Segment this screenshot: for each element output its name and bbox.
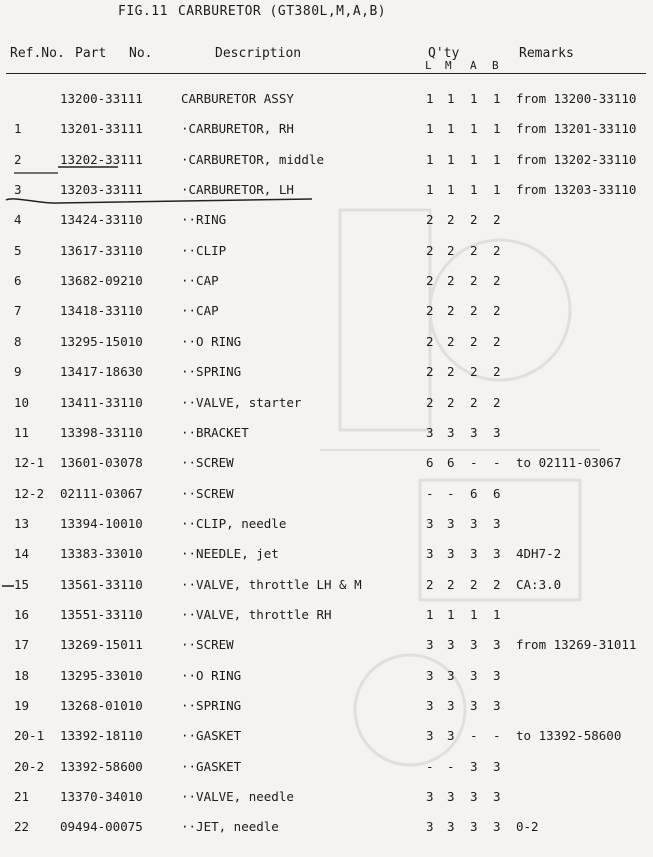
row-part-no: 13601-03078 xyxy=(60,455,143,471)
row-ref-no: 2 xyxy=(14,151,22,167)
row-qty-b: 3 xyxy=(493,698,501,713)
row-description: ··JET, needle xyxy=(181,819,279,835)
row-qty-a: 3 xyxy=(470,789,478,805)
header-part: Part xyxy=(75,46,107,61)
row-qty-m: 1 xyxy=(447,91,455,106)
row-qty-l: 1 xyxy=(426,151,434,167)
row-remarks: from 13200-33110 xyxy=(516,91,637,106)
row-description: ··BRACKET xyxy=(181,424,249,440)
row-part-no: 13418-33110 xyxy=(60,303,143,319)
row-description: ··GASKET xyxy=(181,758,242,774)
row-ref-no: 18 xyxy=(14,667,30,683)
row-description: ··CLIP xyxy=(181,242,227,258)
row-qty-l: 2 xyxy=(426,394,434,410)
row-qty-b: 2 xyxy=(493,394,501,410)
row-part-no: 13394-10010 xyxy=(60,515,143,531)
row-ref-no: 8 xyxy=(14,333,22,349)
row-qty-b: 3 xyxy=(493,515,501,531)
row-description: ··CLIP, needle xyxy=(181,515,287,531)
row-description: ·CARBURETOR, RH xyxy=(181,121,294,137)
row-qty-b: - xyxy=(493,455,501,471)
header-qty: Q'ty xyxy=(428,46,460,61)
row-description: ··VALVE, throttle LH & M xyxy=(181,576,362,592)
row-qty-l: 2 xyxy=(426,576,434,592)
row-qty-l: 1 xyxy=(426,182,434,198)
row-qty-m: 6 xyxy=(447,455,455,471)
row-qty-m: 3 xyxy=(447,515,455,531)
row-remarks: 4DH7-2 xyxy=(516,546,562,562)
row-part-no: 13201-33111 xyxy=(60,121,143,137)
row-qty-b: 3 xyxy=(493,819,501,835)
row-description: ··SCREW xyxy=(181,455,234,471)
row-part-no: 13203-33111 xyxy=(60,182,143,198)
header-qty-m: M xyxy=(445,59,452,72)
row-qty-b: 2 xyxy=(493,303,501,319)
row-qty-a: 1 xyxy=(470,606,478,622)
row-qty-b: 1 xyxy=(493,91,501,106)
row-part-no: 13295-33010 xyxy=(60,667,143,683)
row-ref-no: 6 xyxy=(14,273,22,289)
row-part-no: 13295-15010 xyxy=(60,333,143,349)
row-qty-a: 6 xyxy=(470,485,478,501)
row-qty-m: 3 xyxy=(447,819,455,835)
row-qty-m: - xyxy=(447,758,455,774)
row-qty-m: 2 xyxy=(447,394,455,410)
row-qty-l: 3 xyxy=(426,819,434,835)
row-qty-b: 2 xyxy=(493,242,501,258)
row-qty-l: 2 xyxy=(426,273,434,289)
row-ref-no: 19 xyxy=(14,698,30,713)
row-ref-no: 7 xyxy=(14,303,22,319)
row-qty-a: 1 xyxy=(470,91,478,106)
row-remarks: to 13392-58600 xyxy=(516,728,622,744)
row-qty-l: 1 xyxy=(426,606,434,622)
row-qty-m: 3 xyxy=(447,728,455,744)
row-ref-no: 12-1 xyxy=(14,455,45,471)
row-ref-no: 9 xyxy=(14,364,22,380)
row-qty-m: 3 xyxy=(447,667,455,683)
row-qty-m: 2 xyxy=(447,212,455,228)
row-qty-a: 3 xyxy=(470,758,478,774)
row-qty-a: 1 xyxy=(470,151,478,167)
row-description: ··VALVE, starter xyxy=(181,394,302,410)
row-qty-m: 2 xyxy=(447,242,455,258)
row-ref-no: 11 xyxy=(14,424,30,440)
row-ref-no: 20-2 xyxy=(14,758,45,774)
header-no: No. xyxy=(129,46,153,61)
row-qty-a: 3 xyxy=(470,424,478,440)
row-qty-m: 2 xyxy=(447,576,455,592)
row-qty-l: 3 xyxy=(426,698,434,713)
row-qty-b: 1 xyxy=(493,121,501,137)
header-qty-l: L xyxy=(425,59,432,72)
row-part-no: 13269-15011 xyxy=(60,637,143,653)
row-qty-l: 3 xyxy=(426,515,434,531)
row-qty-m: - xyxy=(447,485,455,501)
row-qty-l: 3 xyxy=(426,667,434,683)
row-qty-m: 2 xyxy=(447,333,455,349)
row-description: ··CAP xyxy=(181,303,219,319)
row-qty-l: - xyxy=(426,758,434,774)
row-qty-b: 2 xyxy=(493,333,501,349)
row-qty-m: 3 xyxy=(447,698,455,713)
row-part-no: 13370-34010 xyxy=(60,789,143,805)
header-qty-a: A xyxy=(470,59,477,72)
row-description: ··SPRING xyxy=(181,698,242,713)
row-qty-a: 2 xyxy=(470,273,478,289)
row-qty-b: 3 xyxy=(493,637,501,653)
row-description: ··SCREW xyxy=(181,637,234,653)
row-part-no: 02111-03067 xyxy=(60,485,143,501)
row-qty-b: 3 xyxy=(493,667,501,683)
row-description: CARBURETOR ASSY xyxy=(181,91,294,106)
row-qty-a: - xyxy=(470,455,478,471)
row-qty-l: 3 xyxy=(426,789,434,805)
row-qty-l: 2 xyxy=(426,242,434,258)
row-description: ··VALVE, throttle RH xyxy=(181,606,332,622)
row-part-no: 13411-33110 xyxy=(60,394,143,410)
row-ref-no: 16 xyxy=(14,606,30,622)
row-description: ··O RING xyxy=(181,333,242,349)
row-qty-m: 2 xyxy=(447,364,455,380)
row-qty-m: 1 xyxy=(447,151,455,167)
row-ref-no: 10 xyxy=(14,394,30,410)
row-description: ··SCREW xyxy=(181,485,234,501)
row-qty-a: 2 xyxy=(470,242,478,258)
row-qty-l: 2 xyxy=(426,303,434,319)
row-remarks: from 13203-33110 xyxy=(516,182,637,198)
row-qty-m: 3 xyxy=(447,637,455,653)
row-part-no: 13392-18110 xyxy=(60,728,143,744)
row-part-no: 13268-01010 xyxy=(60,698,143,713)
row-qty-l: 1 xyxy=(426,91,434,106)
row-remarks: CA:3.0 xyxy=(516,576,562,592)
row-qty-a: 2 xyxy=(470,576,478,592)
row-qty-l: 1 xyxy=(426,121,434,137)
row-part-no: 13617-33110 xyxy=(60,242,143,258)
row-qty-b: 3 xyxy=(493,758,501,774)
row-remarks: from 13202-33110 xyxy=(516,151,637,167)
row-qty-a: 2 xyxy=(470,394,478,410)
row-qty-l: 3 xyxy=(426,424,434,440)
row-qty-a: 3 xyxy=(470,667,478,683)
row-ref-no: 20-1 xyxy=(14,728,45,744)
row-qty-b: 6 xyxy=(493,485,501,501)
row-qty-a: 1 xyxy=(470,182,478,198)
row-part-no: 13392-58600 xyxy=(60,758,143,774)
row-qty-b: 2 xyxy=(493,576,501,592)
row-qty-a: 3 xyxy=(470,546,478,562)
row-qty-m: 3 xyxy=(447,789,455,805)
row-qty-b: - xyxy=(493,728,501,744)
row-qty-m: 1 xyxy=(447,182,455,198)
row-qty-a: 1 xyxy=(470,121,478,137)
row-qty-l: 3 xyxy=(426,546,434,562)
row-qty-b: 3 xyxy=(493,789,501,805)
row-qty-b: 1 xyxy=(493,151,501,167)
row-ref-no: 5 xyxy=(14,242,22,258)
row-qty-a: 2 xyxy=(470,303,478,319)
row-qty-l: 2 xyxy=(426,333,434,349)
row-part-no: 09494-00075 xyxy=(60,819,143,835)
row-qty-m: 2 xyxy=(447,303,455,319)
row-qty-a: 3 xyxy=(470,637,478,653)
row-qty-l: 6 xyxy=(426,455,434,471)
row-qty-b: 2 xyxy=(493,212,501,228)
row-qty-m: 1 xyxy=(447,606,455,622)
row-ref-no: 1 xyxy=(14,121,22,137)
row-ref-no: 17 xyxy=(14,637,30,653)
row-qty-m: 3 xyxy=(447,546,455,562)
row-qty-l: 2 xyxy=(426,364,434,380)
row-ref-no: 14 xyxy=(14,546,30,562)
row-qty-m: 3 xyxy=(447,424,455,440)
row-description: ··RING xyxy=(181,212,227,228)
row-qty-b: 1 xyxy=(493,606,501,622)
row-qty-l: 3 xyxy=(426,728,434,744)
row-ref-no: 12-2 xyxy=(14,485,45,501)
row-qty-m: 1 xyxy=(447,121,455,137)
header-remarks: Remarks xyxy=(519,46,574,61)
row-qty-b: 3 xyxy=(493,424,501,440)
row-remarks: from 13201-33110 xyxy=(516,121,637,137)
row-qty-a: 2 xyxy=(470,212,478,228)
row-qty-m: 2 xyxy=(447,273,455,289)
row-part-no: 13417-18630 xyxy=(60,364,143,380)
row-ref-no: 13 xyxy=(14,515,30,531)
row-qty-l: - xyxy=(426,485,434,501)
row-ref-no: 4 xyxy=(14,212,22,228)
row-remarks: from 13269-31011 xyxy=(516,637,637,653)
row-part-no: 13202-33111 xyxy=(60,151,143,167)
row-description: ··CAP xyxy=(181,273,219,289)
row-part-no: 13424-33110 xyxy=(60,212,143,228)
row-qty-a: 3 xyxy=(470,515,478,531)
row-part-no: 13398-33110 xyxy=(60,424,143,440)
row-description: ·CARBURETOR, middle xyxy=(181,151,324,167)
row-remarks: to 02111-03067 xyxy=(516,455,622,471)
row-description: ··NEEDLE, jet xyxy=(181,546,279,562)
figure-name: CARBURETOR (GT380L,M,A,B) xyxy=(177,4,387,19)
row-description: ··SPRING xyxy=(181,364,242,380)
row-ref-no: 3 xyxy=(14,182,22,198)
row-remarks: 0-2 xyxy=(516,819,539,835)
row-description: ··O RING xyxy=(181,667,242,683)
row-qty-b: 2 xyxy=(493,364,501,380)
row-part-no: 13551-33110 xyxy=(60,606,143,622)
row-qty-l: 3 xyxy=(426,637,434,653)
header-ref-no: Ref.No. xyxy=(10,46,65,61)
row-part-no: 13383-33010 xyxy=(60,546,143,562)
row-qty-a: 2 xyxy=(470,364,478,380)
figure-number: FIG.11 xyxy=(118,4,168,19)
row-qty-a: 2 xyxy=(470,333,478,349)
row-ref-no: 21 xyxy=(14,789,30,805)
row-qty-a: - xyxy=(470,728,478,744)
row-ref-no: 22 xyxy=(14,819,30,835)
row-qty-b: 2 xyxy=(493,273,501,289)
row-description: ·CARBURETOR, LH xyxy=(181,182,294,198)
row-part-no: 13561-33110 xyxy=(60,576,143,592)
row-qty-b: 3 xyxy=(493,546,501,562)
header-qty-b: B xyxy=(492,59,499,72)
row-qty-a: 3 xyxy=(470,819,478,835)
row-part-no: 13682-09210 xyxy=(60,273,143,289)
row-description: ··VALVE, needle xyxy=(181,789,294,805)
row-qty-l: 2 xyxy=(426,212,434,228)
row-ref-no: 15 xyxy=(14,576,30,592)
row-qty-b: 1 xyxy=(493,182,501,198)
header-description: Description xyxy=(215,46,302,61)
row-qty-a: 3 xyxy=(470,698,478,713)
row-description: ··GASKET xyxy=(181,728,242,744)
row-part-no: 13200-33111 xyxy=(60,91,143,106)
